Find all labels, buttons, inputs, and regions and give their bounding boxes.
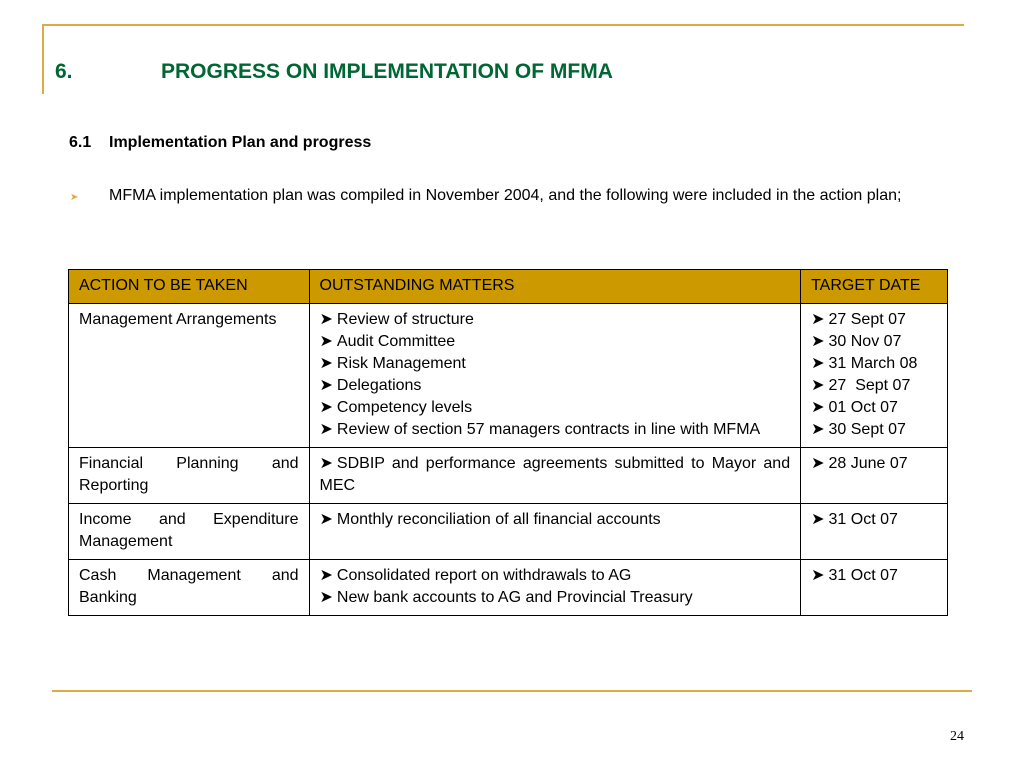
arrowhead-bullet-icon: ➤ (811, 377, 825, 394)
action-cell: Cash Management and Banking (69, 560, 310, 616)
implementation-plan-table (68, 269, 948, 616)
footer-divider (52, 690, 972, 692)
matter-text: SDBIP and performance agreements submitted to Mayor and MEC (319, 455, 791, 494)
matters-cell (309, 448, 801, 504)
arrowhead-bullet-icon: ➤ (319, 355, 333, 372)
arrowhead-bullet-icon: ➤ (319, 377, 333, 394)
matter-text: Delegations (336, 377, 422, 394)
section-heading-number: 6.1 (69, 134, 92, 151)
date-text: 01 Oct 07 (828, 399, 898, 416)
date-text: 28 June 07 (828, 455, 908, 472)
table-row (69, 560, 948, 616)
matter-text: Audit Committee (336, 333, 456, 350)
date-text: 30 Nov 07 (828, 333, 902, 350)
matter-text: Review of structure (336, 311, 474, 328)
action-cell: Financial Planning and Reporting (69, 448, 310, 504)
date-item (811, 509, 937, 531)
date-text: 31 March 08 (828, 355, 918, 372)
arrowhead-bullet-icon: ➤ (319, 399, 333, 416)
table-row (69, 304, 948, 448)
arrowhead-bullet-icon: ➤ (811, 311, 825, 328)
arrowhead-bullet-icon: ➤ (319, 511, 333, 528)
matters-cell (309, 304, 801, 448)
slide-title (55, 60, 613, 84)
slide-title-number: 6. (55, 60, 73, 83)
arrowhead-bullet-icon: ➤ (811, 355, 825, 372)
arrowhead-bullet-icon: ➤ (319, 421, 333, 438)
date-item (811, 397, 937, 419)
matter-item (320, 565, 791, 587)
slide-frame-left-line (42, 24, 44, 94)
dates-cell (801, 560, 948, 616)
date-text: 27 Sept 07 (828, 377, 911, 394)
matters-cell (309, 504, 801, 560)
matter-text: Consolidated report on withdrawals to AG (336, 567, 632, 584)
table-row (69, 448, 948, 504)
date-text: 31 Oct 07 (828, 511, 898, 528)
page-number: 24 (950, 729, 964, 744)
date-item (811, 375, 937, 397)
date-text: 31 Oct 07 (828, 567, 898, 584)
arrowhead-bullet-icon: ➤ (319, 311, 333, 328)
intro-paragraph: MFMA implementation plan was compiled in November 2004, and the following were included in the action plan; (109, 187, 902, 204)
matter-item (320, 509, 791, 531)
date-item (811, 331, 937, 353)
section-heading (69, 134, 371, 152)
date-item (811, 353, 937, 375)
matter-item (320, 331, 791, 353)
arrowhead-bullet-icon: ➤ (811, 333, 825, 350)
matter-item (320, 419, 791, 441)
dates-cell (801, 504, 948, 560)
arrowhead-bullet-icon: ➤ (319, 455, 333, 472)
arrowhead-bullet-icon: ➤ (319, 333, 333, 350)
header-action: ACTION TO BE TAKEN (69, 270, 310, 304)
matter-text: Risk Management (336, 355, 466, 372)
header-target-date: TARGET DATE (801, 270, 948, 304)
matter-text: New bank accounts to AG and Provincial Treasury (336, 589, 693, 606)
arrowhead-bullet-icon: ➤ (811, 399, 825, 416)
arrowhead-bullet-icon: ➤ (319, 567, 333, 584)
date-text: 27 Sept 07 (828, 311, 906, 328)
arrowhead-bullet-icon: ➤ (811, 511, 825, 528)
date-item (811, 419, 937, 441)
matter-item (320, 309, 791, 331)
arrowhead-bullet-icon: ➤ (70, 192, 79, 203)
arrowhead-bullet-icon: ➤ (811, 455, 825, 472)
matter-item (320, 353, 791, 375)
dates-cell (801, 304, 948, 448)
matter-item (320, 375, 791, 397)
arrowhead-bullet-icon: ➤ (811, 567, 825, 584)
section-heading-text: Implementation Plan and progress (109, 134, 372, 151)
date-item (811, 309, 937, 331)
arrowhead-bullet-icon: ➤ (811, 421, 825, 438)
action-cell: Income and Expenditure Management (69, 504, 310, 560)
table-header-row (69, 270, 948, 304)
header-outstanding-matters: OUTSTANDING MATTERS (309, 270, 801, 304)
matter-item (320, 397, 791, 419)
matter-text: Review of section 57 managers contracts in line with MFMA (336, 421, 761, 438)
date-text: 30 Sept 07 (828, 421, 906, 438)
arrowhead-bullet-icon: ➤ (319, 589, 333, 606)
date-item (811, 453, 937, 475)
table-row (69, 504, 948, 560)
date-item (811, 565, 937, 587)
matter-text: Competency levels (336, 399, 473, 416)
slide-title-text: PROGRESS ON IMPLEMENTATION OF MFMA (161, 60, 613, 83)
matter-item (320, 453, 791, 497)
slide-frame-top-line (42, 24, 964, 26)
matter-text: Monthly reconciliation of all financial accounts (336, 511, 661, 528)
matters-cell (309, 560, 801, 616)
matter-item (320, 587, 791, 609)
dates-cell (801, 448, 948, 504)
action-cell: Management Arrangements (69, 304, 310, 448)
